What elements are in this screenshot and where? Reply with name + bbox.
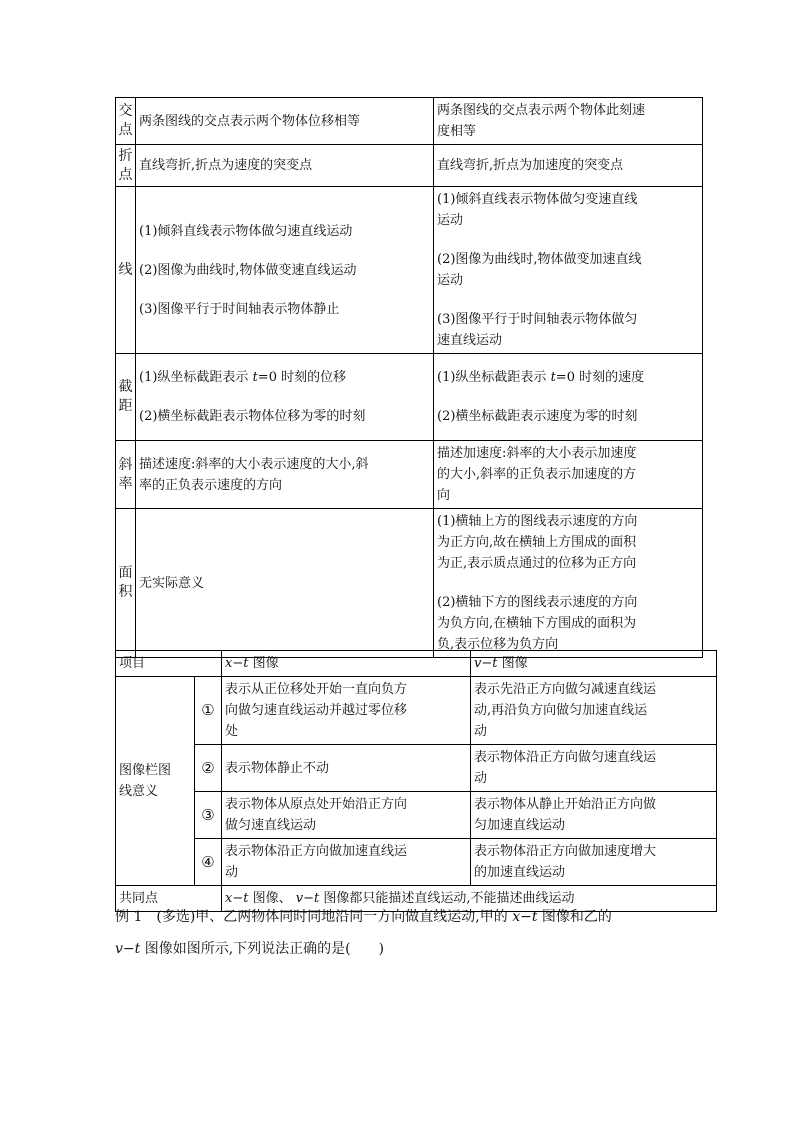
row-number: ③ bbox=[195, 792, 222, 839]
row-number: ① bbox=[195, 677, 222, 745]
x-t-cell: 表示物体从原点处开始沿正方向 做匀速直线运动 bbox=[222, 792, 471, 839]
table-row bbox=[116, 509, 703, 658]
v-t-cell: 表示物体从静止开始沿正方向做 匀加速直线运动 bbox=[471, 792, 717, 839]
comparison-table-properties bbox=[115, 97, 703, 658]
table-row bbox=[116, 98, 703, 145]
comparison-table-meanings bbox=[115, 650, 717, 912]
common-label: 共同点 bbox=[116, 886, 222, 912]
row-label: 线 bbox=[116, 187, 136, 354]
table-row bbox=[116, 792, 717, 839]
row-number: ② bbox=[195, 745, 222, 792]
v-t-cell: (1)横轴上方的图线表示速度的方向 为正方向,故在横轴上方围成的面积 为正,表示质点通过的位移为正方向 (2)横轴下方的图线表示速度的方向 为负方向,在横轴下方围成的面积为 负,表示位移为负方向 bbox=[434, 509, 703, 658]
table-row bbox=[116, 187, 703, 354]
row-label: 折 点 bbox=[116, 145, 136, 187]
x-t-cell: 表示物体静止不动 bbox=[222, 745, 471, 792]
row-label: 斜 率 bbox=[116, 441, 136, 509]
example-line-2: v−t 图像如图所示,下列说法正确的是( ) bbox=[115, 941, 385, 957]
v-t-cell: (1)纵坐标截距表示 t=0 时刻的速度 (2)横坐标截距表示速度为零的时刻 bbox=[434, 354, 703, 441]
table-row bbox=[116, 839, 717, 886]
v-t-cell: 直线弯折,折点为加速度的突变点 bbox=[434, 145, 703, 187]
x-t-cell: (1)倾斜直线表示物体做匀速直线运动 (2)图像为曲线时,物体做变速直线运动 (3)图像平行于时间轴表示物体静止 bbox=[136, 187, 434, 354]
row-label: 交 点 bbox=[116, 98, 136, 145]
header-x-t: x−t 图像 bbox=[222, 651, 471, 677]
x-t-cell: 表示物体沿正方向做加速直线运 动 bbox=[222, 839, 471, 886]
x-t-cell: 表示从正位移处开始一直向负方 向做匀速直线运动并越过零位移 处 bbox=[222, 677, 471, 745]
v-t-cell: 表示物体沿正方向做加速度增大 的加速直线运动 bbox=[471, 839, 717, 886]
v-t-cell: 两条图线的交点表示两个物体此刻速 度相等 bbox=[434, 98, 703, 145]
table-row bbox=[116, 145, 703, 187]
row-number: ④ bbox=[195, 839, 222, 886]
example-line-1: 例 1 (多选)甲、乙两物体同时同地沿同一方向做直线运动,甲的 x−t 图像和乙的 bbox=[115, 909, 612, 925]
v-t-cell: 描述加速度:斜率的大小表示加速度 的大小,斜率的正负表示加速度的方 向 bbox=[434, 441, 703, 509]
row-label: 面 积 bbox=[116, 509, 136, 658]
v-t-cell: 表示先沿正方向做匀减速直线运 动,再沿负方向做匀加速直线运 动 bbox=[471, 677, 717, 745]
x-t-cell: 无实际意义 bbox=[136, 509, 434, 658]
x-t-cell: 描述速度:斜率的大小表示速度的大小,斜 率的正负表示速度的方向 bbox=[136, 441, 434, 509]
header-v-t: v−t 图像 bbox=[471, 651, 717, 677]
example-question bbox=[115, 901, 715, 965]
table-header-row bbox=[116, 651, 717, 677]
table-row bbox=[116, 354, 703, 441]
v-t-cell: (1)倾斜直线表示物体做匀变速直线 运动 (2)图像为曲线时,物体做变加速直线 运动 (3)图像平行于时间轴表示物体做匀 速直线运动 bbox=[434, 187, 703, 354]
group-label: 图像栏图 线意义 bbox=[116, 677, 195, 886]
x-t-cell: 直线弯折,折点为速度的突变点 bbox=[136, 145, 434, 187]
table-row bbox=[116, 677, 717, 745]
row-label: 截 距 bbox=[116, 354, 136, 441]
table-row bbox=[116, 745, 717, 792]
x-t-cell: 两条图线的交点表示两个物体位移相等 bbox=[136, 98, 434, 145]
header-item: 项目 bbox=[116, 651, 222, 677]
x-t-cell: (1)纵坐标截距表示 t=0 时刻的位移 (2)横坐标截距表示物体位移为零的时刻 bbox=[136, 354, 434, 441]
table-row bbox=[116, 441, 703, 509]
common-cell: x−t 图像、 v−t 图像都只能描述直线运动,不能描述曲线运动 bbox=[222, 886, 717, 912]
v-t-cell: 表示物体沿正方向做匀速直线运 动 bbox=[471, 745, 717, 792]
